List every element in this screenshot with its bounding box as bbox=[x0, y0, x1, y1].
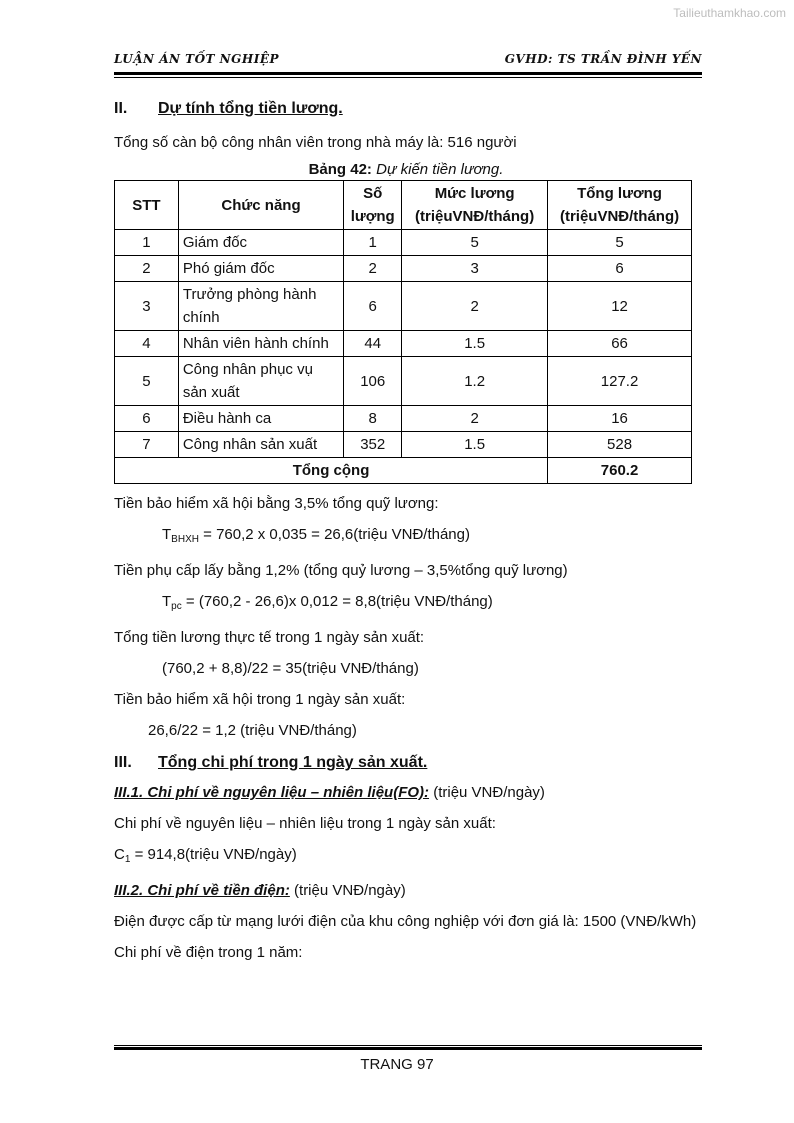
cell-wage: 5 bbox=[402, 230, 548, 256]
header-stt: STT bbox=[115, 181, 179, 230]
cell-function: Phó giám đốc bbox=[178, 256, 343, 282]
cell-quantity: 2 bbox=[344, 256, 402, 282]
sum-value: 760.2 bbox=[548, 458, 692, 484]
staff-intro: Tổng số càn bộ công nhân viên trong nhà máy là: 516 người bbox=[114, 134, 517, 151]
cell-stt: 7 bbox=[115, 432, 179, 458]
table-row bbox=[115, 230, 692, 256]
cell-stt: 1 bbox=[115, 230, 179, 256]
bhxh-subscript: BHXH bbox=[171, 534, 199, 545]
header-quantity-line2: lượng bbox=[350, 208, 395, 225]
cell-total: 5 bbox=[548, 230, 692, 256]
header-left: LUẬN ÁN TỐT NGHIỆP bbox=[114, 52, 279, 66]
c1-symbol: C bbox=[114, 846, 125, 863]
table-header-row bbox=[115, 181, 692, 230]
section-3-heading bbox=[114, 750, 698, 776]
header-wage bbox=[402, 181, 548, 230]
cell-function: Công nhân phục vụ sản xuất bbox=[178, 357, 343, 406]
bhxh-formula bbox=[114, 524, 698, 551]
subsection-3-2-unit: (triệu VNĐ/ngày) bbox=[289, 882, 406, 899]
header-total-line2: (triệuVNĐ/tháng) bbox=[559, 208, 680, 225]
header-right: GVHD: TS TRẦN ĐÌNH YẾN bbox=[504, 52, 702, 66]
daily-wage-text: Tổng tiền lương thực tế trong 1 ngày sản xuất: bbox=[114, 629, 425, 646]
header-rule bbox=[114, 72, 702, 78]
cell-wage: 2 bbox=[402, 282, 548, 331]
page-content bbox=[114, 96, 698, 964]
daily-bhxh-text: Tiền bảo hiểm xã hội trong 1 ngày sản xuất: bbox=[114, 691, 406, 708]
cell-wage: 3 bbox=[402, 256, 548, 282]
section-3-title: Tổng chi phí trong 1 ngày sản xuất. bbox=[158, 754, 428, 771]
cell-total: 16 bbox=[548, 406, 692, 432]
allowance-text: Tiền phụ cấp lấy bằng 1,2% (tổng quỷ lương – 3,5%tổng quỹ lương) bbox=[114, 562, 568, 579]
c1-subscript: 1 bbox=[124, 854, 131, 865]
table-row bbox=[115, 282, 692, 331]
cell-quantity: 44 bbox=[344, 331, 402, 357]
header-wage-line1: Mức lương bbox=[434, 185, 515, 202]
allowance-expression: = (760,2 - 26,6)x 0,012 = 8,8(triệu VNĐ/tháng) bbox=[181, 593, 493, 610]
cell-stt: 2 bbox=[115, 256, 179, 282]
cell-wage: 1.2 bbox=[402, 357, 548, 406]
subsection-3-2 bbox=[114, 880, 698, 902]
subsection-3-1-unit: (triệu VNĐ/ngày) bbox=[429, 784, 545, 801]
table-caption bbox=[114, 160, 698, 180]
cell-function: Công nhân sản xuất bbox=[178, 432, 343, 458]
allowance-symbol: T bbox=[162, 593, 172, 610]
watermark: Tailieuthamkhao.com bbox=[673, 6, 786, 20]
daily-bhxh-formula: 26,6/22 = 1,2 (triệu VNĐ/tháng) bbox=[148, 722, 357, 739]
salary-table bbox=[114, 180, 692, 484]
cell-function: Nhân viên hành chính bbox=[178, 331, 343, 357]
header-wage-line2: (triệuVNĐ/tháng) bbox=[415, 208, 535, 225]
table-row bbox=[115, 406, 692, 432]
fuel-cost-text: Chi phí về nguyên liệu – nhiên liệu trong 1 ngày sản xuất: bbox=[114, 815, 496, 832]
table-row bbox=[115, 432, 692, 458]
cell-quantity: 352 bbox=[344, 432, 402, 458]
cell-total: 6 bbox=[548, 256, 692, 282]
electricity-year-text: Chi phí về điện trong 1 năm: bbox=[114, 944, 303, 961]
section-2-heading bbox=[114, 96, 698, 122]
section-3-number: III. bbox=[114, 754, 132, 771]
cell-wage: 1.5 bbox=[402, 331, 548, 357]
section-2-title: Dự tính tổng tiền lương. bbox=[158, 100, 343, 117]
daily-wage-formula: (760,2 + 8,8)/22 = 35(triệu VNĐ/tháng) bbox=[162, 660, 419, 677]
electricity-text: Điện được cấp từ mạng lưới điện của khu công nghiệp với đơn giá là: 1500 (VNĐ/kWh) bbox=[114, 913, 697, 930]
cell-quantity: 106 bbox=[344, 357, 402, 406]
cell-total: 66 bbox=[548, 331, 692, 357]
cell-stt: 5 bbox=[115, 357, 179, 406]
header-function: Chức năng bbox=[178, 181, 343, 230]
footer-rule bbox=[114, 1045, 702, 1050]
subsection-3-1-title: III.1. Chi phí về nguyên liệu – nhiên liệu(FO): bbox=[114, 784, 430, 801]
bhxh-text: Tiền bảo hiểm xã hội bằng 3,5% tổng quỹ lương: bbox=[114, 495, 439, 512]
cell-quantity: 6 bbox=[344, 282, 402, 331]
c1-expression: = 914,8(triệu VNĐ/ngày) bbox=[130, 846, 297, 863]
bhxh-symbol: T bbox=[162, 526, 172, 543]
cell-function: Trưởng phòng hành chính bbox=[178, 282, 343, 331]
table-row bbox=[115, 331, 692, 357]
cell-function: Giám đốc bbox=[178, 230, 343, 256]
subsection-3-2-title: III.2. Chi phí về tiền điện: bbox=[114, 882, 290, 899]
header-total-line1: Tổng lương bbox=[577, 185, 662, 202]
cell-stt: 4 bbox=[115, 331, 179, 357]
table-sum-row bbox=[115, 458, 692, 484]
allowance-subscript: pc bbox=[171, 601, 182, 612]
page-number: TRANG 97 bbox=[360, 1056, 434, 1073]
table-row bbox=[115, 357, 692, 406]
cell-stt: 6 bbox=[115, 406, 179, 432]
cell-wage: 1.5 bbox=[402, 432, 548, 458]
cell-quantity: 8 bbox=[344, 406, 402, 432]
cell-quantity: 1 bbox=[344, 230, 402, 256]
table-row bbox=[115, 256, 692, 282]
cell-total: 127.2 bbox=[548, 357, 692, 406]
cell-total: 12 bbox=[548, 282, 692, 331]
sum-label: Tổng cộng bbox=[115, 458, 548, 484]
section-2-number: II. bbox=[114, 100, 128, 117]
header-quantity bbox=[344, 181, 402, 230]
bhxh-expression: = 760,2 x 0,035 = 26,6(triệu VNĐ/tháng) bbox=[198, 526, 470, 543]
cell-stt: 3 bbox=[115, 282, 179, 331]
table-caption-label: Bảng 42: bbox=[308, 161, 372, 178]
cell-total: 528 bbox=[548, 432, 692, 458]
header-total bbox=[548, 181, 692, 230]
cell-wage: 2 bbox=[402, 406, 548, 432]
page-header bbox=[114, 52, 702, 70]
fuel-cost-formula bbox=[114, 844, 698, 871]
cell-function: Điều hành ca bbox=[178, 406, 343, 432]
table-caption-title: Dự kiến tiền lương. bbox=[376, 161, 504, 178]
subsection-3-1 bbox=[114, 782, 698, 804]
allowance-formula bbox=[114, 591, 698, 618]
header-quantity-line1: Số bbox=[363, 185, 383, 202]
